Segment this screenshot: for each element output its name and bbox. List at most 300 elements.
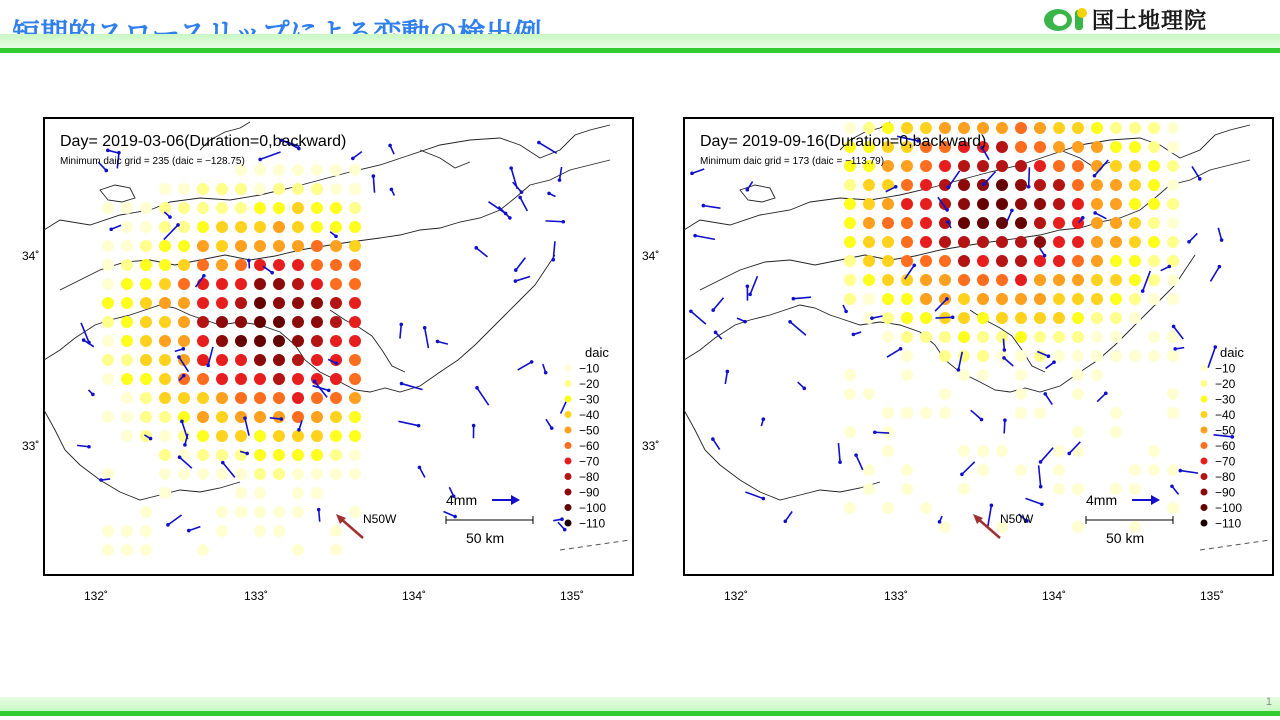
gnss-vector-head	[762, 417, 766, 421]
daic-dot	[292, 259, 304, 271]
daic-dot	[996, 217, 1008, 229]
scale-arrow-label: 4mm	[446, 492, 478, 508]
daic-dot	[882, 502, 894, 514]
daic-dot	[1015, 217, 1027, 229]
gnss-vector-head	[1047, 354, 1051, 358]
daic-dot	[159, 297, 171, 309]
daic-dot	[349, 221, 361, 233]
legend-swatch	[1201, 458, 1208, 465]
daic-dot	[1110, 426, 1122, 438]
daic-dot	[273, 278, 285, 290]
daic-dot	[920, 198, 932, 210]
legend-label: −90	[579, 485, 600, 500]
daic-dot	[1034, 198, 1046, 210]
daic-dot	[235, 202, 247, 214]
daic-dot	[1015, 331, 1027, 343]
gnss-vector-head	[372, 174, 376, 178]
daic-dot	[1167, 179, 1179, 191]
daic-dot	[882, 331, 894, 343]
daic-dot	[235, 487, 247, 499]
daic-dot	[1015, 464, 1027, 476]
daic-dot	[159, 278, 171, 290]
daic-dot	[121, 354, 133, 366]
legend-swatch	[1201, 489, 1208, 496]
daic-dot	[1110, 141, 1122, 153]
daic-dot	[939, 407, 951, 419]
legend-label: −20	[579, 377, 600, 391]
legend-swatch	[565, 427, 572, 434]
daic-dot	[197, 278, 209, 290]
daic-dot	[1110, 407, 1122, 419]
daic-dot	[996, 179, 1008, 191]
daic-dot	[330, 316, 342, 328]
daic-dot	[254, 183, 266, 195]
daic-dot	[844, 255, 856, 267]
daic-dot	[1148, 274, 1160, 286]
daic-dot	[1072, 293, 1084, 305]
daic-dot	[349, 354, 361, 366]
daic-dot	[1034, 331, 1046, 343]
daic-dot	[349, 316, 361, 328]
daic-dot	[311, 240, 323, 252]
gnss-vector-head	[693, 234, 697, 238]
gnss-vector-head	[1172, 325, 1176, 329]
gnss-vector-head	[418, 466, 422, 470]
daic-dot	[178, 202, 190, 214]
daic-dot	[1015, 179, 1027, 191]
daic-dot	[216, 468, 228, 480]
daic-dot	[159, 468, 171, 480]
legend-swatch	[565, 489, 572, 496]
gnss-vector-head	[206, 364, 210, 368]
gnss-vector-head	[187, 529, 191, 533]
daic-dot	[349, 468, 361, 480]
daic-dot	[311, 487, 323, 499]
gnss-vector-head	[1198, 177, 1202, 181]
daic-dot	[330, 525, 342, 537]
daic-dot	[920, 160, 932, 172]
daic-dot	[311, 164, 323, 176]
daic-dot	[311, 259, 323, 271]
daic-dot	[1110, 160, 1122, 172]
daic-dot	[197, 392, 209, 404]
daic-dot	[140, 278, 152, 290]
daic-dot	[216, 430, 228, 442]
daic-dot	[349, 297, 361, 309]
gnss-vector-head	[748, 293, 752, 297]
gnss-vector-head	[957, 368, 961, 372]
daic-dot	[1015, 312, 1027, 324]
daic-dot	[1129, 122, 1141, 134]
gnss-vector-head	[788, 320, 792, 324]
daic-dot	[273, 202, 285, 214]
daic-dot	[920, 407, 932, 419]
daic-dot	[178, 259, 190, 271]
gnss-vector-head	[852, 333, 856, 337]
map-panel-right	[640, 110, 1280, 610]
daic-dot	[1167, 293, 1179, 305]
daic-dot	[121, 335, 133, 347]
daic-dot	[882, 445, 894, 457]
daic-dot	[1091, 312, 1103, 324]
daic-dot	[1129, 255, 1141, 267]
gnss-vector-head	[537, 141, 541, 145]
daic-dot	[254, 278, 266, 290]
gnss-vector-head	[400, 382, 404, 386]
daic-dot	[863, 293, 875, 305]
daic-dot	[140, 373, 152, 385]
gnss-vector-head	[938, 520, 942, 524]
daic-dot	[977, 369, 989, 381]
gnss-vector-head	[746, 188, 750, 192]
daic-dot	[1148, 198, 1160, 210]
daic-dot	[1034, 236, 1046, 248]
daic-dot	[102, 335, 114, 347]
gnss-vector	[935, 317, 952, 318]
daic-dot	[1015, 236, 1027, 248]
gnss-vector-head	[551, 258, 555, 262]
daic-dot	[292, 297, 304, 309]
daic-dot	[1072, 426, 1084, 438]
gnss-vector-head	[202, 274, 206, 278]
daic-dot	[844, 236, 856, 248]
daic-dot	[292, 183, 304, 195]
daic-dot	[273, 259, 285, 271]
gnss-vector-head	[317, 508, 321, 512]
daic-dot	[920, 293, 932, 305]
daic-dot	[1034, 274, 1046, 286]
daic-dot	[216, 411, 228, 423]
daic-dot	[292, 240, 304, 252]
daic-dot	[1167, 388, 1179, 400]
gnss-vector-head	[168, 215, 172, 219]
gnss-vector-head	[1039, 460, 1043, 464]
daic-dot	[178, 430, 190, 442]
lat-tick-34: 34˚	[22, 249, 40, 263]
daic-dot	[958, 198, 970, 210]
daic-dot	[178, 183, 190, 195]
legend-label: −50	[579, 423, 600, 438]
gnss-vector	[319, 510, 320, 522]
daic-dot	[1091, 255, 1103, 267]
daic-dot	[330, 411, 342, 423]
daic-dot	[882, 255, 894, 267]
daic-dot	[235, 316, 247, 328]
daic-dot	[958, 274, 970, 286]
daic-dot	[1053, 445, 1065, 457]
daic-dot	[273, 335, 285, 347]
daic-dot	[311, 392, 323, 404]
daic-dot	[121, 544, 133, 556]
daic-dot	[140, 392, 152, 404]
daic-dot	[292, 468, 304, 480]
gnss-vector-head	[870, 316, 874, 320]
daic-dot	[273, 297, 285, 309]
legend-label: −90	[1215, 485, 1236, 500]
daic-dot	[958, 179, 970, 191]
daic-dot	[1148, 122, 1160, 134]
lat-tick-34: 34˚	[642, 249, 660, 263]
daic-dot	[920, 236, 932, 248]
daic-dot	[178, 278, 190, 290]
daic-dot	[330, 278, 342, 290]
daic-dot	[844, 388, 856, 400]
daic-dot	[958, 445, 970, 457]
daic-dot	[1148, 350, 1160, 362]
daic-dot	[1015, 350, 1027, 362]
daic-dot	[901, 369, 913, 381]
gnss-vector-head	[1218, 265, 1222, 269]
gnss-vector-head	[1040, 502, 1044, 506]
daic-dot	[882, 217, 894, 229]
daic-dot	[1167, 236, 1179, 248]
daic-dot	[882, 198, 894, 210]
gnss-vector-head	[563, 528, 567, 532]
daic-dot	[1015, 141, 1027, 153]
legend-label: −30	[1215, 392, 1236, 407]
daic-dot	[216, 202, 228, 214]
daic-dot	[1053, 293, 1065, 305]
header-line	[0, 48, 1280, 53]
daic-dot	[1129, 179, 1141, 191]
daic-dot	[216, 335, 228, 347]
daic-dot	[958, 236, 970, 248]
lon-tick-132: 132˚	[84, 589, 109, 603]
gnss-vector	[1029, 167, 1030, 186]
daic-dot	[159, 259, 171, 271]
gnss-vector-head	[1093, 211, 1097, 215]
daic-dot	[178, 221, 190, 233]
lat-tick-33: 33˚	[22, 439, 40, 453]
gnss-vector-head	[990, 504, 994, 508]
daic-dot	[1148, 445, 1160, 457]
legend-swatch	[1201, 504, 1208, 511]
gnss-vector-head	[270, 271, 274, 275]
daic-dot	[1091, 160, 1103, 172]
daic-dot	[178, 335, 190, 347]
gnss-vector-head	[1187, 240, 1191, 244]
gnss-vector-head	[109, 227, 113, 231]
daic-dot	[901, 293, 913, 305]
header-band	[0, 34, 1280, 48]
legend-label: −10	[579, 361, 600, 376]
daic-dot	[1148, 160, 1160, 172]
daic-dot	[1015, 274, 1027, 286]
gnss-vector-head	[245, 452, 249, 456]
gnss-vector-head	[1213, 345, 1217, 349]
daic-dot	[844, 369, 856, 381]
daic-dot	[1072, 198, 1084, 210]
daic-dot	[1053, 312, 1065, 324]
gnss-vector-head	[514, 279, 518, 283]
daic-dot	[292, 202, 304, 214]
gnss-vector-head	[1173, 347, 1177, 351]
legend-swatch	[1201, 473, 1208, 480]
daic-dot	[844, 198, 856, 210]
daic-dot	[254, 525, 266, 537]
daic-dot	[1148, 141, 1160, 153]
daic-dot	[235, 221, 247, 233]
gnss-vector-head	[243, 416, 247, 420]
daic-dot	[1015, 293, 1027, 305]
legend-label: −110	[579, 516, 606, 531]
legend-label: −70	[579, 454, 600, 469]
gnss-vector-head	[1003, 348, 1007, 352]
daic-dot	[273, 316, 285, 328]
gnss-vector-head	[508, 216, 512, 220]
daic-dot	[140, 240, 152, 252]
daic-dot	[1148, 236, 1160, 248]
daic-dot	[254, 164, 266, 176]
daic-dot	[1053, 331, 1065, 343]
daic-dot	[330, 544, 342, 556]
daic-dot	[1129, 160, 1141, 172]
gnss-vector-head	[177, 355, 181, 359]
daic-dot	[1072, 521, 1084, 533]
daic-dot	[254, 202, 266, 214]
daic-dot	[197, 316, 209, 328]
daic-dot	[1110, 312, 1122, 324]
daic-dot	[273, 183, 285, 195]
daic-dot	[140, 544, 152, 556]
daic-dot	[958, 312, 970, 324]
daic-dot	[996, 445, 1008, 457]
gnss-vector	[875, 432, 889, 433]
daic-dot	[140, 354, 152, 366]
daic-dot	[977, 198, 989, 210]
daic-dot	[996, 236, 1008, 248]
scale-bar-label: 50 km	[1106, 530, 1145, 546]
daic-dot	[1129, 293, 1141, 305]
daic-dot	[102, 373, 114, 385]
daic-dot	[292, 544, 304, 556]
daic-dot	[235, 506, 247, 518]
gnss-vector-head	[423, 326, 427, 330]
daic-dot	[1167, 198, 1179, 210]
daic-dot	[1167, 502, 1179, 514]
daic-dot	[996, 255, 1008, 267]
daic-dot	[844, 217, 856, 229]
daic-dot	[939, 350, 951, 362]
gnss-vector-head	[912, 263, 916, 267]
legend-label: −40	[579, 408, 600, 422]
gnss-vector-head	[258, 158, 262, 162]
daic-dot	[1129, 350, 1141, 362]
gnss-vector-head	[838, 460, 842, 464]
daic-dot	[330, 430, 342, 442]
gnss-vector-head	[247, 259, 251, 263]
daic-dot	[235, 354, 247, 366]
daic-dot	[121, 297, 133, 309]
legend-label: −30	[579, 392, 600, 407]
daic-dot	[140, 316, 152, 328]
daic-dot	[1072, 369, 1084, 381]
daic-dot	[1034, 293, 1046, 305]
gnss-vector-head	[762, 497, 766, 501]
daic-dot	[1072, 236, 1084, 248]
daic-dot	[920, 179, 932, 191]
footer-band	[0, 697, 1280, 711]
daic-dot	[349, 278, 361, 290]
daic-dot	[1072, 331, 1084, 343]
daic-dot	[1110, 179, 1122, 191]
daic-dot	[311, 411, 323, 423]
daic-dot	[273, 506, 285, 518]
daic-dot	[1091, 217, 1103, 229]
daic-dot	[1091, 350, 1103, 362]
daic-dot	[1053, 141, 1065, 153]
gnss-vector-head	[182, 347, 186, 351]
daic-dot	[254, 259, 266, 271]
daic-dot	[996, 274, 1008, 286]
gnss-vector-head	[334, 235, 338, 239]
daic-dot	[349, 240, 361, 252]
daic-dot	[140, 506, 152, 518]
gnss-vector-head	[472, 424, 476, 428]
gnss-vector-head	[82, 338, 86, 342]
daic-dot	[330, 259, 342, 271]
direction-label: N50W	[363, 512, 397, 526]
daic-dot	[901, 198, 913, 210]
daic-dot	[330, 468, 342, 480]
daic-dot	[330, 183, 342, 195]
daic-dot	[939, 274, 951, 286]
gnss-vector-head	[178, 455, 182, 459]
daic-dot	[1053, 255, 1065, 267]
daic-dot	[330, 449, 342, 461]
daic-dot	[1091, 274, 1103, 286]
gnss-vector-head	[1179, 469, 1183, 473]
daic-dot	[1034, 160, 1046, 172]
gnss-vector-head	[530, 360, 534, 364]
daic-dot	[977, 274, 989, 286]
daic-dot	[254, 411, 266, 423]
daic-dot	[977, 350, 989, 362]
daic-dot	[216, 316, 228, 328]
legend-swatch	[1201, 380, 1208, 387]
daic-dot	[311, 316, 323, 328]
gnss-vector-head	[951, 315, 955, 319]
daic-dot	[235, 449, 247, 461]
gnss-vector-head	[388, 144, 392, 148]
daic-dot	[1167, 274, 1179, 286]
legend-swatch	[565, 365, 572, 372]
daic-dot	[102, 525, 114, 537]
daic-dot	[1072, 445, 1084, 457]
daic-dot	[939, 331, 951, 343]
daic-dot	[197, 373, 209, 385]
daic-dot	[159, 335, 171, 347]
daic-dot	[159, 221, 171, 233]
gnss-vector-head	[1010, 209, 1014, 213]
gnss-vector-head	[854, 453, 858, 457]
daic-dot	[102, 354, 114, 366]
daic-dot	[159, 183, 171, 195]
gnss-vector-head	[947, 186, 951, 190]
legend-title: daic	[585, 345, 609, 360]
legend-label: −80	[579, 470, 600, 484]
daic-dot	[1129, 464, 1141, 476]
gnss-vector-head	[1081, 216, 1085, 220]
legend-swatch	[565, 473, 572, 480]
gnss-vector-head	[99, 478, 103, 482]
gnss-vector-head	[960, 472, 964, 476]
daic-dot	[844, 293, 856, 305]
gnss-vector-head	[1167, 265, 1171, 269]
daic-dot	[102, 316, 114, 328]
daic-dot	[1110, 293, 1122, 305]
gnss-vector-head	[509, 166, 513, 170]
